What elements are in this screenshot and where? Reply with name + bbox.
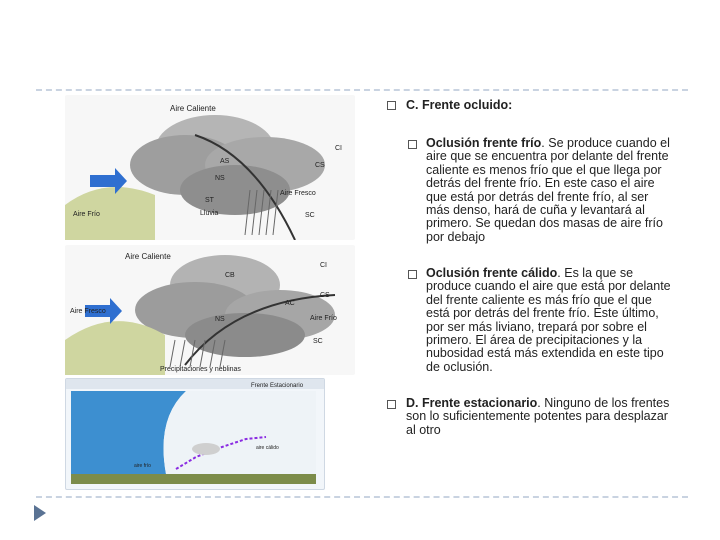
bottom-divider bbox=[36, 496, 688, 498]
label-sc: SC bbox=[305, 212, 315, 219]
label-ns: NS bbox=[215, 316, 225, 323]
item-line: detrás del frente frío. En este caso el aire bbox=[426, 176, 655, 191]
item-line: caliente es menos frío que el que llega por bbox=[426, 162, 662, 177]
item-cold-occlusion bbox=[426, 137, 701, 244]
label-cs: CS bbox=[315, 162, 325, 169]
bullet-icon bbox=[387, 101, 396, 110]
label-rain: Lluvia bbox=[200, 210, 219, 217]
label-cold-air: Aire Frío bbox=[310, 315, 337, 322]
cold-occlusion-diagram bbox=[65, 95, 355, 240]
label-cool-air: Aire Fresco bbox=[70, 308, 106, 315]
label-cool-air: Aire Fresco bbox=[280, 190, 316, 197]
ground bbox=[71, 474, 316, 484]
item-line: por ser más liviano, trepará por sobre el bbox=[426, 319, 647, 334]
item-line: aire que se encuentra por delante del frente bbox=[426, 149, 669, 164]
label-warm-air: aire cálido bbox=[256, 445, 279, 451]
warm-air-mass bbox=[164, 391, 317, 474]
item-title: Oclusión frente frío bbox=[426, 136, 542, 150]
label-ci: CI bbox=[320, 262, 327, 269]
warm-occlusion-diagram bbox=[65, 245, 355, 375]
warm-occlusion-svg bbox=[65, 245, 355, 375]
item-line: está por detrás del frente frío. Este último, bbox=[426, 306, 659, 321]
label-as: AS bbox=[220, 158, 230, 165]
item-line: . Ninguno de los frentes bbox=[537, 396, 670, 410]
item-line: . Se produce cuando el bbox=[541, 136, 670, 150]
item-line: al otro bbox=[406, 422, 441, 437]
label-warm-air: Aire Caliente bbox=[170, 104, 216, 113]
cold-occlusion-svg bbox=[65, 95, 355, 240]
item-line: que está por detrás del frente frío, al ser bbox=[426, 189, 649, 204]
label-cs: CS bbox=[320, 292, 330, 299]
label-cb: CB bbox=[225, 272, 235, 279]
label-precipitation: Precipitaciones y neblinas bbox=[160, 366, 241, 373]
label-ci: CI bbox=[335, 145, 342, 152]
label-sc: SC bbox=[313, 338, 323, 345]
item-line: primero. Se quedan dos masas de aire frío bbox=[426, 216, 663, 231]
bullet-icon bbox=[408, 270, 417, 279]
item-warm-occlusion bbox=[426, 267, 701, 374]
item-line: primero. El área de precipitaciones y la bbox=[426, 333, 643, 348]
item-line: por debajo bbox=[426, 229, 486, 244]
label-st: ST bbox=[205, 197, 214, 204]
cloud-mass bbox=[192, 443, 220, 455]
blue-arrow-shaft bbox=[90, 175, 115, 187]
item-line: de oclusión. bbox=[426, 359, 493, 374]
item-line: . Es la que se bbox=[557, 266, 634, 280]
label-ac: AC bbox=[285, 300, 295, 307]
item-line: más denso, hará de cuña y levantará al bbox=[426, 203, 645, 218]
item-title: D. Frente estacionario bbox=[406, 396, 538, 410]
item-line: nubosidad está más extendida en este tipo bbox=[426, 346, 664, 361]
label-stationary-title: Frente Estacionario bbox=[251, 383, 304, 389]
label-warm-air: Aire Caliente bbox=[125, 252, 171, 261]
item-line: del frente caliente es más frío que el que bbox=[426, 292, 652, 307]
item-line: son lo suficientemente potentes para desplazar bbox=[406, 409, 668, 424]
item-title: Oclusión frente cálido bbox=[426, 266, 558, 280]
cloud-mass bbox=[180, 165, 290, 215]
bullet-icon bbox=[408, 140, 417, 149]
section-heading-occluded-front: C. Frente ocluido: bbox=[406, 98, 513, 112]
next-slide-arrow-icon[interactable] bbox=[34, 505, 46, 521]
top-divider bbox=[36, 89, 688, 91]
cool-air-wedge bbox=[65, 321, 165, 375]
label-cold-air: aire frío bbox=[134, 463, 151, 469]
item-stationary-front bbox=[406, 397, 701, 437]
label-ns: NS bbox=[215, 175, 225, 182]
blue-arrow-icon bbox=[110, 298, 122, 324]
label-cold-air: Aire Frío bbox=[73, 211, 100, 218]
item-line: produce cuando el aire que está por delante bbox=[426, 279, 671, 294]
bullet-icon bbox=[387, 400, 396, 409]
stationary-front-diagram bbox=[65, 378, 325, 490]
stationary-front-svg bbox=[66, 379, 324, 489]
